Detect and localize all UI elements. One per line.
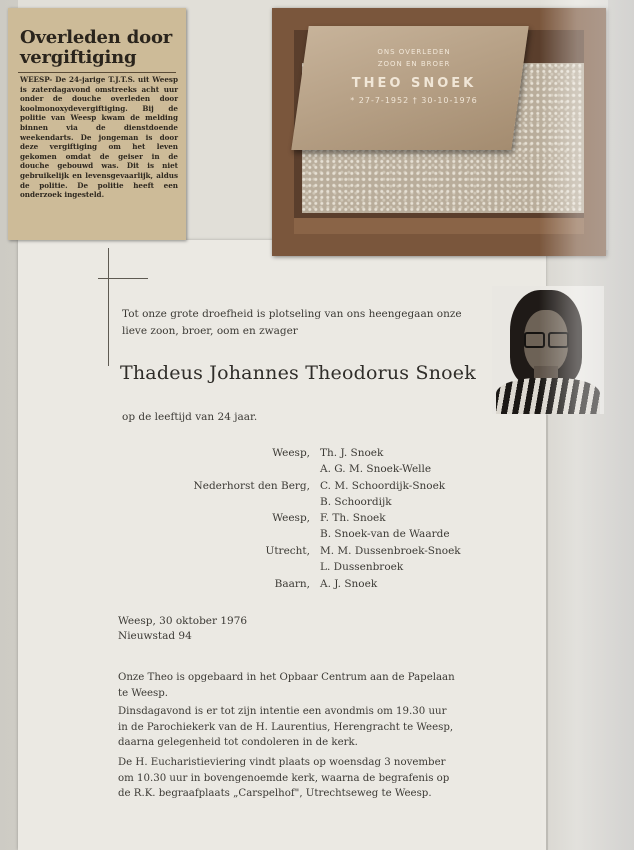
date-line: Weesp, 30 oktober 1976 [118, 615, 248, 627]
family-member: A. G. M. Snoek-Welle [320, 463, 432, 475]
family-member: A. J. Snoek [320, 578, 378, 590]
deceased-name: Thadeus Johannes Theodorus Snoek [120, 362, 476, 384]
family-member: L. Dussenbroek [320, 561, 404, 573]
slab-line-2: ZOON EN BROER [377, 60, 451, 68]
slab-line-1: ONS OVERLEDEN [377, 48, 451, 56]
cross-icon-vertical [108, 248, 109, 366]
family-member: B. Snoek-van de Waarde [320, 528, 450, 540]
family-member: C. M. Schoordijk-Snoek [320, 480, 446, 492]
evening-mass-paragraph: Dinsdagavond is er tot zijn intentie een avondmis om 19.30 uur in de Parochiekerk van de H. Laurentius, Herengracht te Weesp, daarna gelegenheid tot condoleren in de kerk. [118, 706, 454, 748]
clipping-body: WEESP- De 24-jarige T.J.T.S. uit Weesp is zaterdagavond omstreeks acht uur onder de douche overleden door koolmonoxydevergiftiging. Bij de politie van Weesp kwam de melding binnen via de dienstdoende weekendarts. De jongeman is door deze vergiftiging om het leven gekomen omdat de geiser in de douche gebouwd was. Dit is niet gebruikelijk en levensgevaarlijk, aldus de politie. De politie heeft een onderzoek ingesteld. [20, 75, 178, 200]
age-line: op de leeftijd van 24 jaar. [122, 411, 258, 423]
family-place: Weesp, [272, 512, 310, 524]
family-member: M. M. Dussenbroek-Snoek [320, 545, 461, 557]
family-place: Baarn, [274, 578, 310, 590]
family-member: B. Schoordijk [320, 496, 392, 508]
slab-name: THEO SNOEK [351, 76, 477, 91]
clipping-rule [18, 72, 176, 73]
address-line: Nieuwstad 94 [118, 630, 192, 642]
family-member: Th. J. Snoek [320, 447, 384, 459]
plastic-sleeve [539, 0, 634, 850]
family-member: F. Th. Snoek [320, 512, 386, 524]
newspaper-clipping [8, 8, 186, 240]
family-place: Weesp, [272, 447, 310, 459]
funeral-service-paragraph: De H. Eucharistieviering vindt plaats op woensdag 3 november om 10.30 uur in bovengenoemde kerk, waarna de begrafenis op de R.K. begraafplaats „Carspelhof", Utrechtseweg te Weesp. [118, 757, 450, 799]
family-place: Nederhorst den Berg, [193, 480, 310, 492]
viewing-paragraph: Onze Theo is opgebaard in het Opbaar Centrum aan de Papelaan te Weesp. [118, 672, 455, 699]
cross-icon-horizontal [98, 278, 148, 279]
slab-dates: * 27-7-1952 † 30-10-1976 [350, 96, 478, 105]
clipping-headline: Overleden door vergiftiging [20, 27, 173, 68]
intro-text: Tot onze grote droefheid is plotseling van ons heengegaan onze lieve zoon, broer, oom en zwager [122, 308, 462, 337]
family-place: Utrecht, [265, 545, 310, 557]
